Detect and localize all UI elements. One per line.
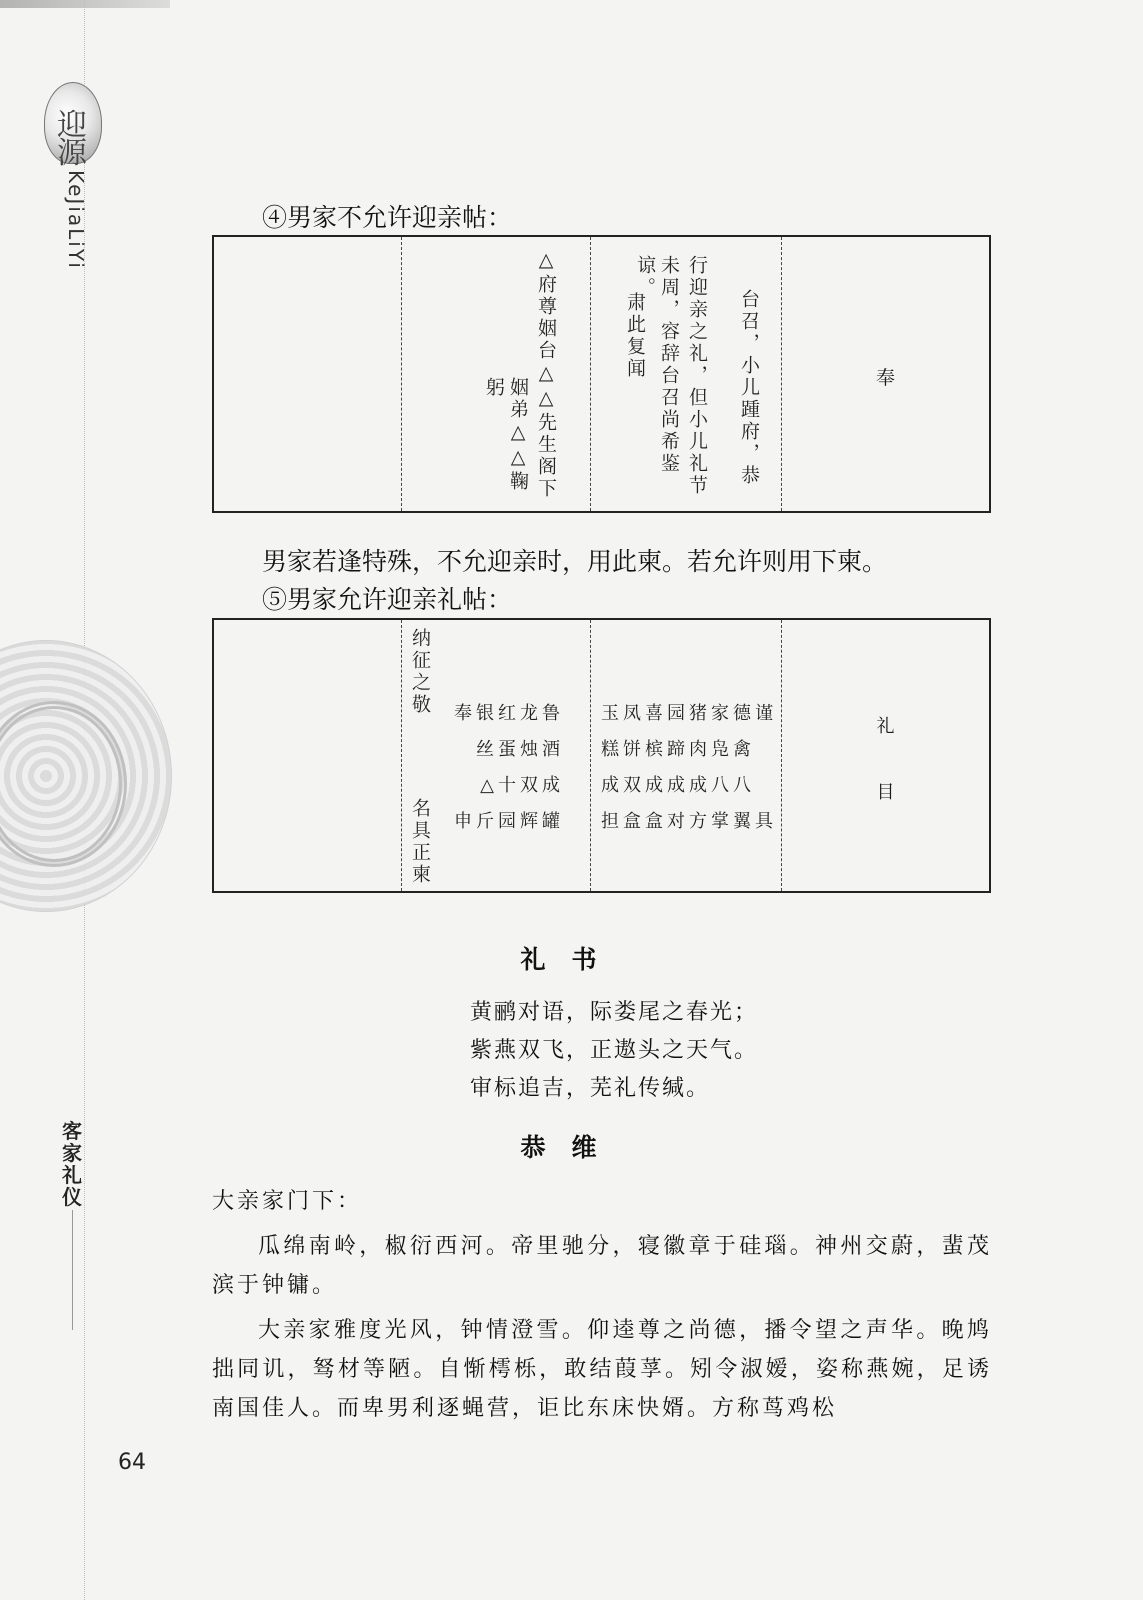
- paragraph-1: 瓜绵南岭，椒衍西河。帝里驰分，寝徽章于硅瑙。神州交蔚，蜚茂滨于钟镛。: [212, 1234, 992, 1298]
- card2-goods-row: 担盒盒对方掌翼具: [601, 811, 777, 832]
- card-allow-wedding: [212, 618, 991, 893]
- card2-label-top: 纳征之敬: [409, 628, 431, 716]
- card2-item-row: △十双成: [480, 775, 564, 796]
- note-text: 男家若逢特殊，不允迎亲时，用此柬。若允许则用下柬。: [262, 547, 888, 576]
- card2-item-row: 奉银红龙鲁: [454, 703, 564, 724]
- seal-glyph-2: 源: [57, 136, 87, 171]
- card1-text-line-4: 肃此复闻: [624, 292, 646, 380]
- section4-heading: ④男家不允许迎亲帖：: [262, 203, 513, 232]
- vertical-rule: [72, 1210, 73, 1330]
- card2-goods-row: 糕饼槟蹄肉凫禽: [601, 739, 755, 760]
- card2-label-bottom: 名具正柬: [409, 798, 431, 886]
- card2-title-col: [782, 619, 991, 892]
- card1-text-col: [591, 236, 782, 512]
- side-label: KeJiaLiYi: [64, 170, 88, 270]
- card1-text-line-3: 未周，容辞台召尚希鉴谅。: [634, 255, 680, 475]
- card2-blank-col: [213, 619, 402, 892]
- card2-title-li: 礼: [876, 716, 895, 737]
- card1-text-line-1: 台召，小儿踵府，恭: [738, 289, 760, 487]
- card2-goods-row: 成双成成成八八: [601, 775, 755, 796]
- card2-item-row: 丝蛋烛酒: [476, 739, 564, 760]
- card1-right-col: [782, 236, 991, 512]
- poem-line: 紫燕双飞，正遨头之天气。: [470, 1038, 759, 1063]
- card1-feng: 奉: [875, 367, 895, 389]
- card2-goods-col: [591, 619, 782, 892]
- vertical-title-char: 仪: [62, 1185, 82, 1209]
- card2-title-mu: 目: [876, 782, 895, 803]
- decorative-ornament: [0, 640, 172, 912]
- top-scan-strip: [0, 0, 170, 8]
- card2-items-col: [402, 619, 591, 892]
- lishu-poem: [470, 994, 758, 1108]
- page-number: 64: [118, 1450, 146, 1475]
- gongwei-body: [212, 1182, 992, 1434]
- card1-blank-col: [213, 236, 402, 512]
- poem-line: 黄鹂对语，际娄尾之春光；: [470, 1000, 759, 1025]
- card1-sender: 姻弟△△鞠躬: [483, 377, 529, 493]
- vertical-title-char: 客: [62, 1119, 82, 1143]
- card1-recipient: △府尊姻台△△先生阁下: [535, 249, 557, 500]
- card2-item-row: 申斤园辉罐: [454, 811, 564, 832]
- card2-goods-list: [601, 696, 777, 840]
- card1-text-line-2: 行迎亲之礼，但小儿礼节: [686, 255, 708, 497]
- card1-sign-col: [402, 236, 591, 512]
- gongwei-title: 恭维: [520, 1133, 623, 1162]
- vertical-title-char: 家: [62, 1141, 82, 1165]
- vertical-title-char: 礼: [62, 1163, 82, 1187]
- card2-goods-row: 玉凤喜园猪家德谨: [601, 703, 777, 724]
- poem-line: 审标追吉，芜礼传缄。: [470, 1076, 711, 1101]
- salutation: 大亲家门下：: [212, 1189, 363, 1214]
- section5-heading: ⑤男家允许迎亲礼帖：: [262, 585, 513, 614]
- seal-glyph-1: 迎: [57, 108, 87, 143]
- card2-items-list: [454, 696, 564, 840]
- lishu-title: 礼书: [520, 945, 623, 974]
- card-refuse-wedding: [212, 235, 991, 513]
- paragraph-2: 大亲家雅度光风，钟情澄雪。仰逵尊之尚德，播令望之声华。晚鸠拙同讥，驽材等陋。自惭樗栎，敢结葭莩。矧令淑嫒，姿称燕婉，足诱南国佳人。而卑男利逐蝇营，讵比东床快婿。方称茑鸡松: [212, 1318, 992, 1421]
